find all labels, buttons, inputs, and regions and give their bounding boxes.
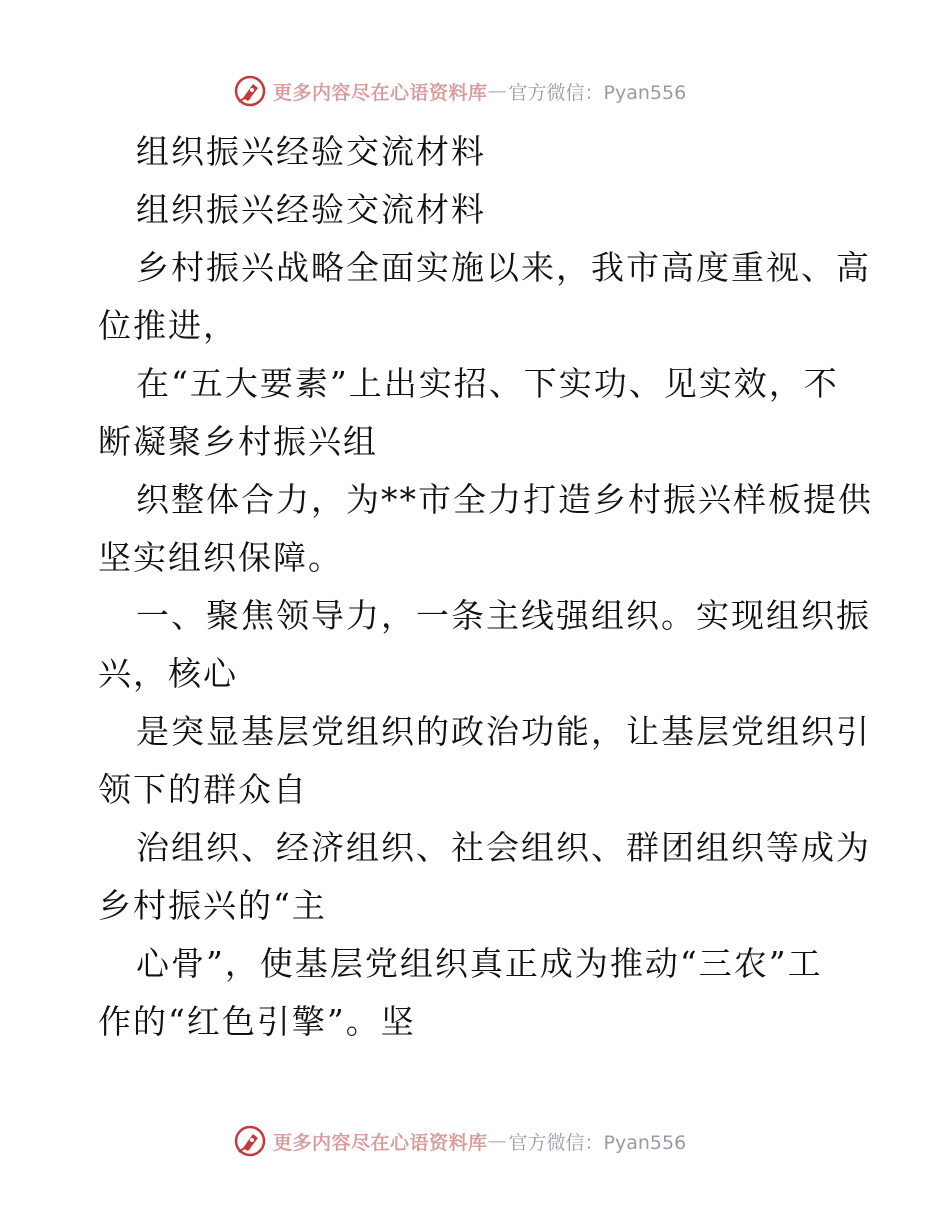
text-line: 坚实组织保障。: [98, 538, 343, 577]
text-line: 作的“红色引擎”。坚: [98, 1002, 416, 1041]
document-subtitle: 组织振兴经验交流材料: [136, 190, 486, 229]
pen-nib-logo-icon: [233, 74, 267, 108]
watermark-wechat-text: 官方微信：Pyan556: [508, 1131, 687, 1154]
watermark-brand-text: 更多内容尽在心语资料库: [273, 1131, 488, 1154]
text-line: 织整体合力，为**市全力打造乡村振兴样板提供: [136, 480, 873, 519]
text-line: 位推进，: [98, 306, 238, 345]
pen-nib-logo-icon: [233, 1124, 267, 1158]
watermark-dash: —: [487, 80, 507, 102]
text-line: 是突显基层党组织的政治功能，让基层党组织引: [136, 712, 871, 751]
watermark-wechat-text: 官方微信：Pyan556: [508, 81, 687, 104]
text-line: 乡村振兴的“主: [98, 886, 327, 925]
header-watermark-banner: [233, 72, 686, 110]
footer-watermark-banner: [233, 1122, 686, 1160]
text-line: 心骨”，使基层党组织真正成为推动“三农”工: [136, 944, 823, 983]
text-line: 治组织、经济组织、社会组织、群团组织等成为: [136, 828, 871, 867]
text-line: 领下的群众自: [98, 770, 308, 809]
watermark-brand-text: 更多内容尽在心语资料库: [273, 81, 488, 104]
text-line: 兴，核心: [98, 654, 238, 693]
text-line: 断凝聚乡村振兴组: [98, 422, 378, 461]
section-heading-line: 一、聚焦领导力，一条主线强组织。实现组织振: [136, 596, 871, 635]
text-line: 乡村振兴战略全面实施以来，我市高度重视、高: [136, 248, 871, 287]
document-body: [98, 123, 873, 1051]
text-line: 在“五大要素”上出实招、下实功、见实效，不: [136, 364, 839, 403]
watermark-dash: —: [487, 1130, 507, 1152]
document-title: 组织振兴经验交流材料: [136, 132, 486, 171]
